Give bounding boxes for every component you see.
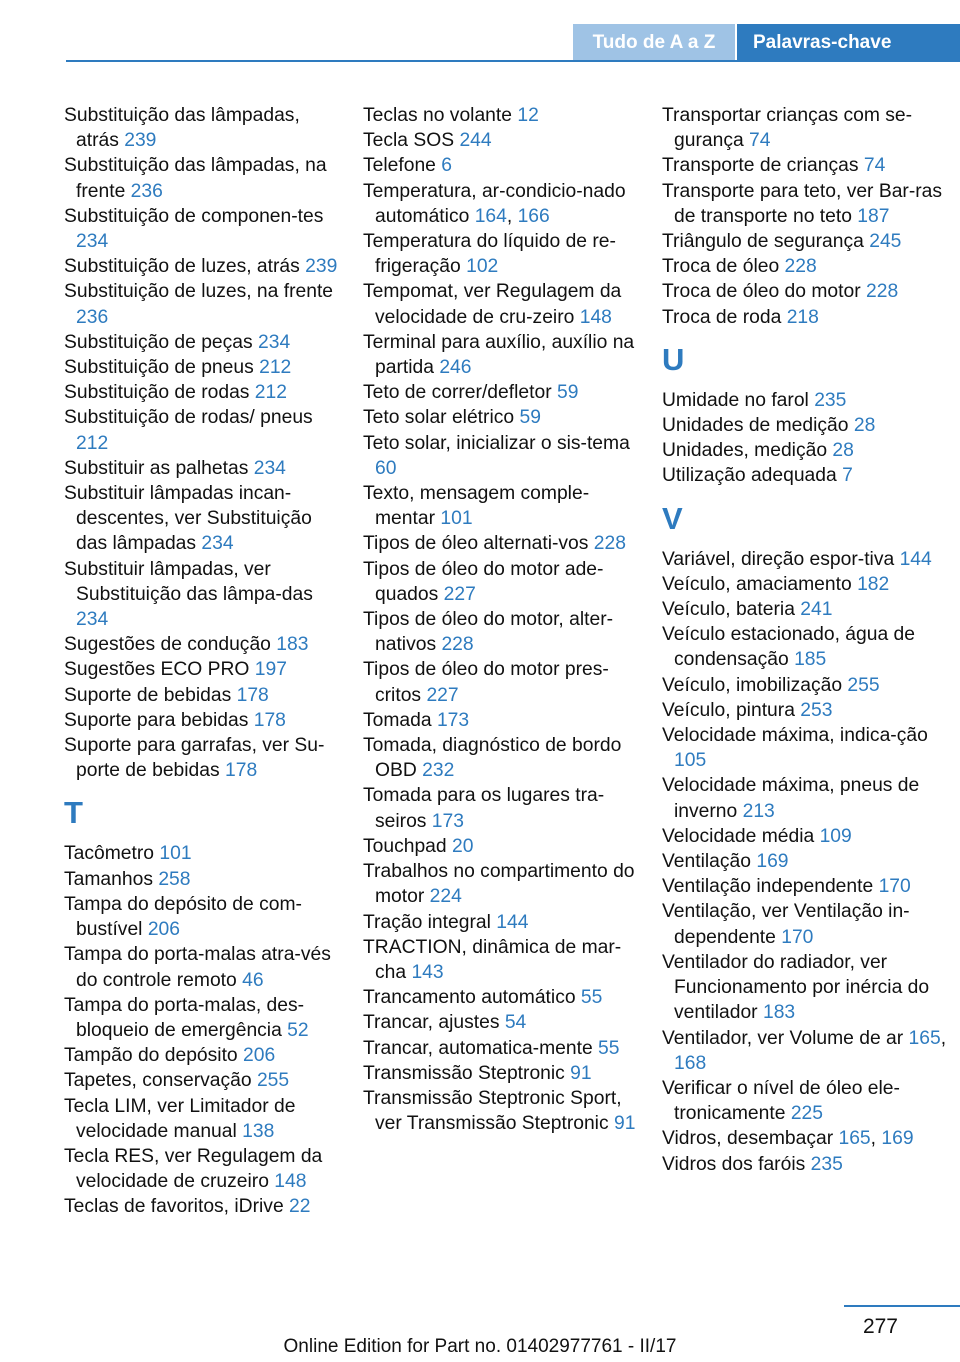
entry-term: Tampa do porta-malas, des‐bloqueio de emergência [64,994,305,1041]
page-link[interactable]: 6 [441,155,452,177]
index-entry [662,597,954,622]
entry-term: Unidades de medição [662,415,854,437]
entry-term: Tração integral [363,911,497,933]
entry-term: Velocidade máxima, pneus de inverno [662,775,920,822]
entry-term: Teto solar elétrico [363,407,520,429]
page-link[interactable]: 236 [130,180,163,202]
page-link[interactable]: 228 [441,634,474,656]
page-link[interactable]: 59 [519,407,541,429]
index-column-2 [363,103,645,1136]
index-entry [64,254,346,279]
page-separator: , [506,205,518,227]
header-rule [66,60,960,62]
entry-term: Transmissão Steptronic Sport, ver Transmissão Steptronic [363,1087,622,1135]
index-entry [363,859,645,909]
footer-rule [844,1305,960,1307]
index-entry [662,698,954,723]
entry-term: Substituir as palhetas [64,457,254,479]
entry-term: Tomada [363,709,437,731]
index-entry [363,229,645,279]
page-link[interactable]: 253 [800,699,833,721]
index-entry [363,128,645,153]
page-link[interactable]: 212 [259,357,292,379]
index-entry [662,305,954,330]
entry-term: Umidade no farol [662,389,815,411]
index-entry [363,380,645,405]
entry-term: Tecla LIM, ver Limitador de velocidade manual [64,1095,296,1142]
index-entry [662,179,954,229]
page-link[interactable]: 183 [762,1002,796,1024]
index-entry [64,355,346,380]
entry-term: Tacômetro [64,843,160,865]
index-entry [363,657,645,707]
page-link[interactable]: 7 [842,465,853,487]
page-link[interactable]: 138 [242,1120,275,1142]
index-entry [363,557,645,607]
index-entry [64,1094,346,1144]
index-entry [363,153,645,178]
entry-term: Tampa do depósito de com‐bustível [64,893,302,941]
index-entry [64,657,346,682]
entry-term: Substituição de luzes, atrás [64,256,306,278]
page-link[interactable]: 59 [556,382,579,404]
page-link[interactable]: 109 [819,825,852,847]
entry-term: Tipos de óleo do motor, alter‐nativos [363,609,614,656]
index-entry [662,723,954,773]
entry-term: Ventilador, ver Volume de ar [662,1027,909,1049]
entry-term: Tecla RES, ver Regulagem da velocidade de cruzeiro [64,1145,323,1193]
index-entry [64,892,346,942]
entry-term: Unidades, medição [662,440,833,462]
entry-term: Substituição de peças [64,331,259,353]
index-entry [662,229,954,254]
page-link[interactable]: 101 [159,843,192,865]
tab-palavras-chave[interactable]: Palavras-chave [737,24,960,62]
index-entry [363,910,645,935]
index-column-1 [64,103,346,1220]
page-link[interactable]: 12 [517,105,539,126]
page-link[interactable]: 102 [466,256,499,278]
entry-term: Tipos de óleo do motor pres‐critos [363,659,609,706]
page-link[interactable]: 166 [517,205,550,227]
entry-term: Suporte de bebidas [64,684,237,706]
page-link[interactable]: 246 [439,357,472,379]
page-link[interactable]: 144 [496,911,529,933]
page-link[interactable]: 91 [613,1113,636,1135]
entry-term: Substituição de rodas [64,382,255,404]
index-entry [363,1010,645,1035]
index-entry [662,874,954,899]
entry-term: Ventilação [662,851,757,873]
entry-term: Substituir lâmpadas, ver Substituição das lâmpa‐das [64,558,313,605]
index-entry [64,841,346,866]
entry-term: Vidros, desembaçar [662,1128,839,1150]
page-link[interactable]: 218 [786,306,819,328]
index-column-3 [662,103,954,1177]
page-link[interactable]: 178 [253,709,286,731]
page-link[interactable]: 143 [411,961,444,983]
page-link[interactable]: 148 [274,1171,307,1193]
page-link[interactable]: 46 [242,969,264,991]
page-link[interactable]: 244 [459,130,492,152]
index-entry [64,708,346,733]
entry-term: Tomada para os lugares tra‐seiros [363,785,605,832]
index-entry [64,1043,346,1068]
page-separator: , [940,1027,947,1049]
page-link[interactable]: 54 [504,1012,527,1034]
page-link[interactable]: 228 [784,256,817,278]
page-link[interactable]: 197 [254,659,287,681]
index-entry [64,204,346,254]
tab-tudo-de-a-a-z[interactable]: Tudo de A a Z [573,24,735,62]
page-link[interactable]: 213 [742,800,775,822]
entry-term: Touchpad [363,835,452,857]
index-entry [662,1126,954,1151]
index-entry [662,547,954,572]
page-link[interactable]: 165 [838,1128,871,1150]
index-entry [64,279,346,329]
page-link[interactable]: 60 [375,457,397,479]
index-entry [363,733,645,783]
page-link[interactable]: 144 [899,548,932,570]
entry-term: Velocidade máxima, indica‐ção [662,725,928,747]
page-link[interactable]: 169 [756,851,789,873]
entry-term: Troca de óleo do motor [662,281,866,303]
page-link[interactable]: 258 [158,868,191,890]
index-entry [363,531,645,556]
page-link[interactable]: 212 [76,432,109,454]
entry-term: Velocidade média [662,825,820,847]
index-entry [363,431,645,481]
index-entry [64,330,346,355]
page-link[interactable]: 234 [76,609,109,631]
index-entry [64,867,346,892]
entry-term: Troca de roda [662,306,787,328]
entry-term: Veículo, bateria [662,599,801,621]
index-entry [363,935,645,985]
entry-term: Trancar, ajustes [363,1012,505,1034]
index-entry [363,708,645,733]
page-link[interactable]: 255 [256,1070,290,1092]
page-number: 277 [862,1315,898,1338]
index-entry [363,179,645,229]
entry-term: Utilização adequada [662,465,843,487]
page-link[interactable]: 235 [810,1153,843,1175]
entry-term: Transmissão Steptronic [363,1062,571,1084]
page-link[interactable]: 234 [201,533,234,555]
page-link[interactable]: 212 [254,382,287,404]
index-entry [64,1194,346,1219]
entry-term: Ventilação, ver Ventilação in‐dependente [662,901,910,948]
page-link[interactable]: 185 [794,649,827,671]
entry-term: Tipos de óleo do motor ade‐quados [363,558,604,605]
index-entry [64,1144,346,1194]
entry-term: Tampa do porta-malas atra‐vés do controle remoto [64,944,331,991]
page-link[interactable]: 234 [76,231,109,253]
entry-term: Veículo, pintura [662,699,801,721]
page-link[interactable]: 182 [857,573,890,595]
entry-term: Transportar crianças com se‐gurança [662,105,913,152]
index-entry [662,773,954,823]
page-link[interactable]: 22 [289,1196,311,1218]
entry-term: Vidros dos faróis [662,1153,811,1175]
entry-term: Teclas de favoritos, iDrive [64,1196,290,1218]
index-entry [662,153,954,178]
index-entry [662,1076,954,1126]
index-entry [363,607,645,657]
entry-term: Substituição de pneus [64,357,260,379]
page-link[interactable]: 52 [287,1019,309,1041]
page-link[interactable]: 148 [579,306,612,328]
page-link[interactable]: 28 [832,440,854,462]
entry-term: Triângulo de segurança [662,231,870,253]
edition-footer: Online Edition for Part no. 01402977761 - II/17 [283,1336,677,1357]
index-entry [662,899,954,949]
index-entry [363,103,645,128]
index-entry [64,481,346,557]
index-entry [64,942,346,992]
page-link[interactable]: 228 [866,281,899,303]
entry-term: Variável, direção espor‐tiva [662,548,900,570]
entry-term: Teto de correr/defletor [363,382,557,404]
page-link[interactable]: 55 [598,1037,620,1059]
page-link[interactable]: 187 [857,205,890,227]
page-link[interactable]: 239 [305,256,338,278]
index-entry [363,834,645,859]
index-entry [64,733,346,783]
page-link[interactable]: 234 [253,457,286,479]
entry-term: Tomada, diagnóstico de bordo OBD [363,735,622,782]
entry-term: Substituição de luzes, na frente [64,281,334,303]
entry-term: Terminal para auxílio, auxílio na partida [363,331,635,379]
index-entry [662,279,954,304]
entry-term: Ventilação independente [662,876,879,898]
section-letter: T [64,795,83,831]
page-link[interactable]: 227 [426,684,459,706]
index-entry [64,456,346,481]
index-entry [363,985,645,1010]
page-link[interactable]: 232 [422,760,455,782]
entry-term: Teclas no volante [363,105,518,126]
page-link[interactable]: 239 [124,130,157,152]
page-link[interactable]: 206 [147,919,180,941]
index-entry [363,1061,645,1086]
page-link[interactable]: 241 [800,599,833,621]
index-entry [662,103,954,153]
entry-term: Substituição das lâmpadas, atrás [64,105,300,152]
entry-term: Troca de óleo [662,256,785,278]
index-entry [662,413,954,438]
entry-term: Temperatura, ar-condicio‐nado automático [363,180,626,227]
entry-term: Tempomat, ver Regulagem da velocidade de cru‐zeiro [363,281,622,328]
page-link[interactable]: 235 [814,389,847,411]
entry-term: Suporte para bebidas [64,709,254,731]
entry-term: Tipos de óleo alternati‐vos [363,533,594,555]
page-link[interactable]: 234 [258,331,291,353]
index-entry [662,254,954,279]
entry-term: Veículo, imobilização [662,674,848,696]
page-link[interactable]: 245 [869,231,902,253]
entry-term: Verificar o nível de óleo ele‐tronicamente [662,1077,900,1125]
page-link[interactable]: 255 [847,674,880,696]
entry-term: Trancar, automatica‐mente [363,1037,599,1059]
entry-term: Tecla SOS [363,130,460,152]
index-entry [64,557,346,633]
entry-term: Substituição de rodas/ pneus [64,407,313,429]
index-entry [64,153,346,203]
index-entry [64,380,346,405]
page-link[interactable]: 169 [881,1128,914,1150]
index-entry [363,1036,645,1061]
index-entry [662,849,954,874]
page-link[interactable]: 101 [440,508,473,530]
page-link[interactable]: 236 [76,306,109,328]
entry-term: Telefone [363,155,442,177]
entry-term: Teto solar, inicializar o sis‐tema [363,432,630,454]
page-link[interactable]: 74 [749,130,771,152]
index-entry [363,330,645,380]
index-entry [662,388,954,413]
index-entry [662,572,954,597]
index-entry [662,1152,954,1177]
entry-term: Tapetes, conservação [64,1070,257,1092]
entry-term: Trabalhos no compartimento do motor [363,861,635,908]
page-link[interactable]: 28 [853,415,876,437]
index-entry [64,1068,346,1093]
entry-term: Substituir lâmpadas incan‐descentes, ver Substituição das lâmpadas [64,483,312,555]
entry-term: Tamanhos [64,868,159,890]
entry-term: Texto, mensagem comple‐mentar [363,483,590,530]
index-entry [662,1026,954,1076]
entry-term: TRACTION, dinâmica de mar‐cha [363,936,622,983]
entry-term: Transporte para teto, ver Bar‐ras de transporte no teto [662,180,943,227]
section-letter: V [662,500,683,536]
index-entry [363,279,645,329]
index-entry [662,824,954,849]
page-link[interactable]: 168 [674,1052,707,1074]
page-link[interactable]: 164 [474,205,507,227]
page-link[interactable]: 74 [863,155,886,177]
index-entry [662,673,954,698]
index-entry [64,632,346,657]
page-link[interactable]: 227 [443,583,476,605]
index-entry [64,405,346,455]
page-link[interactable]: 173 [436,709,470,731]
index-entry [662,950,954,1026]
entry-term: Sugestões ECO PRO [64,659,255,681]
entry-term: Sugestões de condução [64,634,277,656]
page-link[interactable]: 224 [429,886,462,908]
index-entry [363,481,645,531]
section-letter: U [662,341,685,377]
page-link[interactable]: 178 [225,760,258,782]
entry-term: Transporte de crianças [662,155,864,177]
index-entry [363,783,645,833]
page-link[interactable]: 20 [451,835,474,857]
entry-term: Substituição de componen‐tes [64,205,324,227]
entry-term: Trancamento automático [363,987,581,1009]
entry-term: Tampão do depósito [64,1045,244,1067]
index-entry [64,103,346,153]
index-entry [363,405,645,430]
index-entry [662,438,954,463]
page-link[interactable]: 225 [790,1103,823,1125]
page-link[interactable]: 91 [570,1062,592,1084]
page-link[interactable]: 206 [243,1045,276,1067]
entry-term: Temperatura do líquido de re‐frigeração [363,231,616,278]
page-link[interactable]: 183 [276,634,309,656]
page-link[interactable]: 170 [781,926,814,948]
index-entry [64,993,346,1043]
entry-term: Veículo estacionado, água de condensação [662,624,916,671]
page-link[interactable]: 173 [431,810,464,832]
index-entry [662,622,954,672]
index-entry [363,1086,645,1136]
page-link[interactable]: 55 [580,987,603,1009]
entry-term: Ventilador do radiador, ver Funcionamento por inércia do ventilador [662,951,930,1024]
page-link[interactable]: 228 [593,533,626,555]
page-link[interactable]: 165 [908,1027,941,1049]
page-link[interactable]: 178 [236,684,269,706]
entry-term: Suporte para garrafas, ver Su‐porte de bebidas [64,735,325,782]
page-link[interactable]: 170 [878,876,911,898]
entry-term: Veículo, amaciamento [662,573,858,595]
index-entry [64,683,346,708]
page-link[interactable]: 105 [674,750,707,772]
entry-term: Substituição das lâmpadas, na frente [64,155,327,202]
page-separator: , [870,1128,882,1150]
index-entry [662,463,954,488]
